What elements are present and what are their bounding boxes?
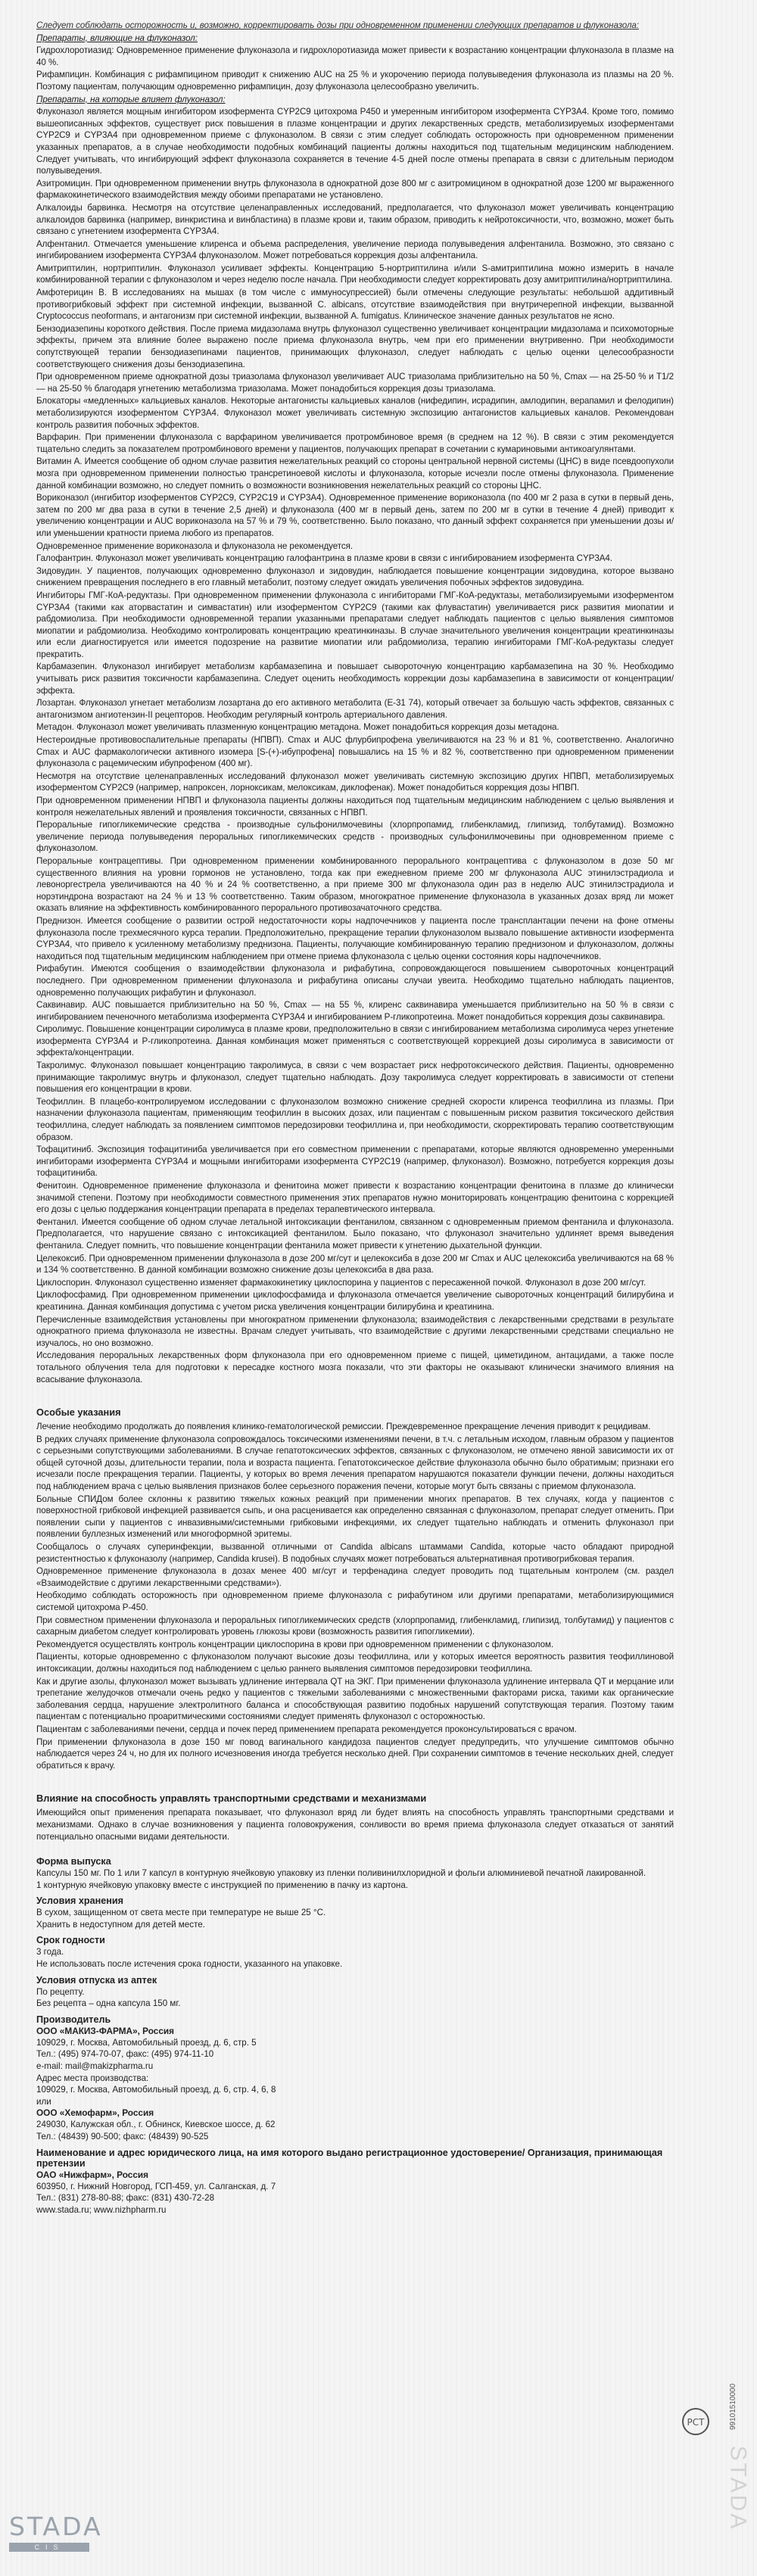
- claims-name: ОАО «Нижфарм», Россия: [36, 2169, 149, 2180]
- interaction-paragraph: Перечисленные взаимодействия установлены при многократном применении флуконазола; взаимодействия с лекарственными средствами в результате однократного приема флуконазола не известны. Врачам следует учитывать, что взаимодействие с другими лекарственными средствами специально не изучалось, но оно возможно.: [36, 1314, 674, 1348]
- maker-line: e-mail: mail@makizpharma.ru: [36, 2061, 154, 2072]
- dispense-heading: Условия отпуска из аптек: [36, 1974, 157, 1986]
- interaction-paragraph: Гидрохлоротиазид: Одновременное применение флуконазола и гидрохлоротиазида может привести к возрастанию концентрации флуконазола в плазме на 40 %.: [36, 45, 674, 67]
- interaction-paragraph: Алкалоиды барвинка. Несмотря на отсутствие целенаправленных исследований, предполагается, что флуконазол может увеличивать концентрацию алкалоидов барвинка (например, винкристина и винбластина) в плазме крови и, таким образом, приводить к нейротоксичности, что, возможно, может быть связано с угнетением изофермента CYP3A4.: [36, 202, 674, 237]
- special-paragraph: При совместном применении флуконазола и пероральных гипогликемических средств (хлорпропамид, глибенкламид, глипизид, толбутамид) у пациентов с сахарным диабетом следует контролировать уровень глюкозы крови (возможность развития гипогликемии).: [36, 1615, 674, 1637]
- maker-line: 109029, г. Москва, Автомобильный проезд, д. 6, стр. 4, 6, 8: [36, 2085, 276, 2095]
- interaction-paragraph: Лозартан. Флуконазол угнетает метаболизм лозартана до его активного метаболита (E-31 74), который отвечает за большую часть эффектов, связанных с антагонизмом ангиотензин-II рецепторов. Необходим регулярный контроль артериального давления.: [36, 698, 674, 720]
- dispense-line: Без рецепта – одна капсула 150 мг.: [36, 1998, 181, 2009]
- storage-lines: [36, 1907, 674, 1930]
- interaction-paragraph: Ингибиторы ГМГ-КоА-редуктазы. При одновременном применении флуконазола с ингибиторами ГМГ-КоА-редуктазы, метаболизируемыми изоферментом CYP3A4 (такими как аторвастатин и симвастатин) или изоферментом CYP2C9 (такими как флувастатин) увеличивается риск развития миопатии и рабдомиолиза. При необходимости одновременной терапии указанными препаратами следует наблюдать пациентов с целью выявления симптомов миопатии и рабдомиолиза. Необходимо контролировать концентрацию креатинкиназы. В случае значительного увеличения концентрации креатинкиназы или если диагностируется или имеется подозрение на развитие миопатии или рабдомиолиза, терапию ингибиторами ГМГ-КоА-редуктазы следует прекратить.: [36, 590, 674, 659]
- driving-heading: Влияние на способность управлять транспортными средствами и механизмами: [36, 1793, 427, 1805]
- dispense-lines: [36, 1986, 674, 2010]
- interaction-paragraph: Фенитоин. Одновременное применение флуконазола и фенитоина может привести к возрастанию концентрации фенитоина в плазме до клинически значимой степени. Поэтому при необходимости совместного применения этих препаратов нужно мониторировать концентрацию фенитоина с коррекцией его дозы с целью поддержания концентрации препарата в пределах терапевтического интервала.: [36, 1181, 674, 1215]
- maker-lines: [36, 2037, 674, 2108]
- interaction-paragraph: Пероральные гипогликемические средства - производные сульфонилмочевины (хлорпропамид, глибенкламид, глипизид, толбутамид). Возможно увеличение периода полувыведения пероральных гипогликемических средств - производных сульфонилмочевины при одновременном приеме с флуконазолом.: [36, 820, 674, 854]
- interaction-paragraph: При одновременном приеме однократной дозы триазолама флуконазол увеличивает AUC триазолама приблизительно на 50 %, Cmax — на 25-50 % и T1/2 — на 25-50 % благодаря угнетению метаболизма триазолама. Может понадобиться коррекция дозы триазолама.: [36, 372, 674, 394]
- storage-heading: Условия хранения: [36, 1895, 123, 1907]
- claims-line: www.stada.ru; www.nizhpharm.ru: [36, 2204, 167, 2215]
- interaction-paragraph: Пероральные контрацептивы. При одновременном применении комбинированного перорального контрацептива с флуконазолом в дозе 50 мг существенного влияния на уровни гормонов не установлено, тогда как при ежедневном приеме 200 мг флуконазола AUC этинилэстрадиола и левоноргестрела увеличиваются на 40 % и 24 % соответственно, а при приеме 300 мг флуконазола один раз в неделю AUC этинилэстрадиола и норэтиндрона возрастают на 24 % и 13 % соответственно. Таким образом, многократное применение флуконазола в указанных дозах вряд ли может оказать влияние на эффективность комбинированного перорального противозачаточного средства.: [36, 855, 674, 914]
- shelf-heading: Срок годности: [36, 1935, 105, 1946]
- special-paragraph: Пациенты, которые одновременно с флуконазолом получают высокие дозы теофиллина, или у которых имеется вероятность развития теофиллиновой интоксикации, должны находиться под наблюдением с целью раннего выявления симптомов передозировки теофиллина.: [36, 1652, 674, 1674]
- vertical-code: 99101510000: [729, 2383, 737, 2430]
- special-paragraph: При применении флуконазола в дозе 150 мг повод вагинального кандидоза пациентов следует предупредить, что улучшение симптомов обычно наблюдается через 24 ч, но для их полного исчезновения иногда требуется несколько дней. При сохранении симптомов в течение нескольких дней, следует обратиться к врачу.: [36, 1737, 674, 1771]
- interaction-paragraph: Такролимус. Флуконазол повышает концентрацию такролимуса, в связи с чем возрастает риск нефротоксического действия. Пациенты, одновременно принимающие такролимус внутрь и флуконазол, следует тщательно наблюдать. Дозу такролимуса следует корректировать в зависимости от степени повышения его концентрации в крови.: [36, 1061, 674, 1095]
- shelf-line: Не использовать после истечения срока годности, указанного на упаковке.: [36, 1959, 343, 1970]
- shelf-lines: [36, 1946, 674, 1970]
- interaction-paragraph: Нестероидные противовоспалительные препараты (НПВП). Cmax и AUC флурбипрофена увеличиваются на 23 % и 81 %, соответственно. Аналогично Cmax и AUC фармакологически активного изомера [S-(+)-ибупрофена] повышались на 15 % и 82 %, соответственно при одновременном применении флуконазола с рацемическим ибупрофеном (400 мг).: [36, 735, 674, 769]
- interaction-paragraph: Амитриптилин, нортриптилин. Флуконазол усиливает эффекты. Концентрацию 5-нортриптилина и/или S-амитриптилина можно измерить в начале комбинированной терапии с флуконазолом и через неделю после начала. При необходимости следует корректировать дозу амитриптилина/нортриптилина.: [36, 263, 674, 285]
- stada-logo: [9, 2512, 103, 2552]
- special-paragraphs: [36, 1421, 674, 1771]
- interaction-paragraph: Теофиллин. В плацебо-контролируемом исследовании с флуконазолом возможно снижение средней скорости клиренса теофиллина из плазмы. При назначении флуконазола пациентам, применяющим теофиллин в высоких дозах, или пациентам с повышенным риском развития токсического действия теофиллина, следует наблюдать за появлением симптомов передозировки теофиллина и, при необходимости, скорректировать терапию соответствующим образом.: [36, 1096, 674, 1142]
- claims-lines: [36, 2181, 674, 2216]
- release-heading: Форма выпуска: [36, 1856, 111, 1867]
- certification-mark-icon: [681, 2407, 710, 2436]
- maker-line: или: [36, 2096, 51, 2107]
- pack-info: [36, 1856, 674, 2216]
- interaction-paragraph: Преднизон. Имеется сообщение о развитии острой недостаточности коры надпочечников у пациента после трансплантации печени на фоне отмены флуконазола после трехмесячного курса терапии. Предположительно, прекращение терапии флуконазолом вызвало повышение активности изофермента CYP3A4, что привело к усиленному метаболизму преднизона. Пациенты, получающие комбинированную терапию преднизоном и флуконазолом, должны находиться под тщательным медицинским наблюдением при отмене приема флуконазола с целью оценки состояния коры надпочечников.: [36, 915, 674, 961]
- interaction-paragraph: Рифампицин. Комбинация с рифампицином приводит к снижению AUC на 25 % и укорочению периода полувыведения флуконазола из плазмы на 20 %. Поэтому пациентам, получающим одновременно рифампицин, дозу флуконазола целесообразно увеличить.: [36, 70, 674, 92]
- interaction-paragraph: Витамин А. Имеется сообщение об одном случае развития нежелательных реакций со стороны центральной нервной системы (ЦНС) в виде псевдоопухоли мозга при одновременном применении полностью трансретиноевой кислоты и флуконазола, которые исчезли после отмены флуконазола. Применение данной комбинации возможно, но следует помнить о возможности возникновения нежелательных реакций со стороны ЦНС.: [36, 456, 674, 491]
- special-paragraph: Сообщалось о случаях суперинфекции, вызванной отличными от Candida albicans штаммами Candida, которые часто обладают природной резистентностью к флуконазолу (например, Candida krusei). В подобных случаях может потребоваться альтернативная противогрибковая терапия.: [36, 1542, 674, 1564]
- interaction-paragraph: Исследования пероральных лекарственных форм флуконазола при его одновременном приеме с пищей, циметидином, антацидами, а также после тотального облучения тела для подготовки к пересадке костного мозга показали, что эти факторы не оказывают клинически значимого влияния на всасывание флуконазола.: [36, 1350, 674, 1385]
- interaction-paragraph: Алфентанил. Отмечается уменьшение клиренса и объема распределения, увеличение периода полувыведения алфентанила. Возможно, это связано с ингибированием изофермента CYP3A4 флуконазолом. Может потребоваться коррекция дозы алфентанила.: [36, 238, 674, 261]
- ghost-logo: STADA: [725, 2445, 751, 2531]
- interaction-paragraph: Варфарин. При применении флуконазола с варфарином увеличивается протромбиновое время (в среднем на 12 %). В связи с этим рекомендуется тщательно следить за показателем протромбинового времени у пациентов, получающих препарат в сочетании с кумариновыми антикоагулянтами.: [36, 432, 674, 454]
- interaction-paragraph: Азитромицин. При одновременном применении внутрь флуконазола в однократной дозе 800 мг с азитромицином в однократной дозе 1200 мг выраженного фармакокинетического взаимодействия между обоими препаратами не установлено.: [36, 178, 674, 201]
- driving-text: Имеющийся опыт применения препарата показывает, что флуконазол вряд ли будет влиять на способность управлять транспортными средствами и механизмами. Однако в случае возникновения у пациента головокружения, сонливости во время приема флуконазола следует отказаться от занятий потенциально опасными видами деятельности.: [36, 1808, 674, 1842]
- maker2-line: 249030, Калужская обл., г. Обнинск, Киевское шоссе, д. 62: [36, 2120, 276, 2130]
- interaction-paragraph: Рифабутин. Имеются сообщения о взаимодействии флуконазола и рифабутина, сопровождающегося повышением сывороточных концентраций последнего. При одновременном применении флуконазола и рифабутина описаны случаи увеита. Необходимо тщательно наблюдать пациентов, одновременно получающих рифабутин и флуконазол.: [36, 964, 674, 998]
- dispense-line: По рецепту.: [36, 1986, 85, 1997]
- claims-line: Тел.: (831) 278-80-88; факс: (831) 430-72-28: [36, 2193, 215, 2204]
- interaction-paragraph: Галофантрин. Флуконазол может увеличивать концентрацию галофантрина в плазме крови в связи с ингибированием изофермента CYP3A4.: [36, 553, 612, 564]
- shelf-line: 3 года.: [36, 1947, 64, 1958]
- maker2-name: ООО «Хемофарм», Россия: [36, 2107, 154, 2119]
- claims-heading: Наименование и адрес юридического лица, на имя которого выдано регистрационное удостоверение/ Организация, принимающая претензии: [36, 2147, 663, 2169]
- interaction-paragraph: Бензодиазепины короткого действия. После приема мидазолама внутрь флуконазол существенно увеличивает концентрации мидазолама и психомоторные эффекты, причем эта влияние более выражено после приема флуконазола внутрь, чем при его применении внутривенно. При необходимости сопутствующей терапии бензодиазепинами пациентов, принимающих флуконазол, следует наблюдать с целью оценки целесообразности соответствующего снижения дозы бензодиазепина.: [36, 323, 674, 369]
- interaction-paragraph: При одновременном применении НПВП и флуконазола пациенты должны находиться под тщательным медицинским наблюдением с целью выявления и контроля нежелательных явлений и проявления токсичности, связанных с НПВП.: [36, 796, 674, 818]
- claims-line: 603950, г. Нижний Новгород, ГСП-459, ул. Салганская, д. 7: [36, 2181, 276, 2191]
- maker-line: Тел.: (495) 974-70-07, факс: (495) 974-11-10: [36, 2049, 214, 2060]
- interaction-paragraph: Вориконазол (ингибитор изоферментов CYP2C9, CYP2C19 и CYP3A4). Одновременное применение вориконазола (по 400 мг 2 раза в сутки в первый день, затем по 200 мг два раза в сутки в течение 2,5 дней) и флуконазола (400 мг в первый день, затем по 200 мг в сутки в течение 4 дней) приводит к увеличению концентрации и AUC вориконазола на 57 % и 79 %, соответственно. Было показано, что данный эффект сохраняется при уменьшении дозы и/или уменьшении кратности приема любого из препаратов.: [36, 493, 674, 538]
- interaction-paragraph: Циклофосфамид. При одновременном применении циклофосфамида и флуконазола отмечается увеличение сывороточных концентраций билирубина и креатинина. Данная комбинация допустима с учетом риска увеличения концентрации билирубина и креатинина.: [36, 1290, 674, 1312]
- interactions-section: [36, 20, 674, 1385]
- special-paragraph: Лечение необходимо продолжать до появления клинико-гематологической ремиссии. Преждевременное прекращение лечения приводит к рецидивам.: [36, 1422, 651, 1432]
- maker-line: 109029, г. Москва, Автомобильный проезд, д. 6, стр. 5: [36, 2037, 257, 2048]
- interaction-paragraph: Целекоксиб. При одновременном применении флуконазола в дозе 200 мг/сут и целекоксиба в дозе 200 мг Cmax и AUC целекоксиба увеличиваются на 68 % и 134 % соответственно. В данной комбинации возможно снижение дозы целекоксиба в два раза.: [36, 1253, 674, 1276]
- stada-logo-text: STADA: [9, 2512, 103, 2541]
- special-heading: Особые указания: [36, 1406, 121, 1419]
- interaction-paragraph: Флуконазол является мощным ингибитором изофермента CYP2C9 цитохрома P450 и умеренным ингибитором изофермента CYP3A4. Кроме того, помимо вышеописанных эффектов, существует риск повышения в плазме концентрации и других лекарственных средств, метаболизируемых изоферментами CYP2C9 и CYP3A4 при одновременном приеме с флуконазолом. В связи с этим следует соблюдать осторожность при одновременном применении указанных препаратов, а в случае необходимости подобных комбинаций пациенты должны находиться под тщательным медицинским наблюдением. Следует учитывать, что ингибирующий эффект флуконазола сохраняется в течение 4-5 дней после отмены препарата в связи с длительным периодом полувыведения.: [36, 107, 674, 176]
- interaction-paragraph: Тофацитиниб. Экспозиция тофацитиниба увеличивается при его совместном применении с препаратами, которые являются одновременно умеренными ингибиторами изофермента CYP3A4 и мощными ингибиторами изофермента CYP2C19 (например, флуконазол). Возможно, потребуется коррекция дозы тофацитиниба.: [36, 1145, 674, 1179]
- subheading-fluconazole-affected: Препараты, влияющие на флуконазол:: [36, 33, 198, 43]
- stada-logo-sub: CIS: [9, 2543, 89, 2552]
- paragraphs-b: [36, 106, 674, 1385]
- special-paragraph: Необходимо соблюдать осторожность при одновременном приеме флуконазола с рифабутином или другими препаратами, метаболизирующимися системой цитохрома P-450.: [36, 1590, 674, 1612]
- release-line: 1 контурную ячейковую упаковку вместе с инструкцией по применению в пачку из картона.: [36, 1880, 409, 1890]
- interaction-paragraph: Зидовудин. У пациентов, получающих одновременно флуконазол и зидовудин, наблюдается повышение концентрации зидовудина, которое вызвано снижением превращения последнего в его главный метаболит, поэтому следует ожидать увеличения побочных эффектов зидовудина.: [36, 565, 674, 588]
- interaction-paragraph: Амфотерицин В. В исследованиях на мышах (в том числе с иммуносупрессией) были отмечены следующие результаты: небольшой аддитивный противогрибковый эффект при системной инфекции, вызванной C. albicans, отсутствие взаимодействия при внутричерепной инфекции, вызванной Cryptococcus neoformans, и антагонизм при системной инфекции, вызванной A. fumigatus. Клиническое значение данных результатов не ясно.: [36, 288, 674, 322]
- certification-mark-text: РСТ: [687, 2417, 705, 2428]
- special-paragraph: Пациентам с заболеваниями печени, сердца и почек перед применением препарата рекомендуется проконсультироваться с врачом.: [36, 1724, 577, 1734]
- release-lines: [36, 1867, 674, 1891]
- maker-name: ООО «МАКИЗ-ФАРМА», Россия: [36, 2025, 175, 2036]
- interaction-paragraph: Фентанил. Имеется сообщение об одном случае летальной интоксикации фентанилом, связанном с одновременным приемом фентанила и флуконазола. Предполагается, что нарушение связано с интоксикацией фентанилом. Было показано, что флуконазол значительно удлиняет время выведения фентанила. Следует помнить, что повышение концентрации фентанила может привести к угнетению дыхательной функции.: [36, 1216, 674, 1251]
- storage-line: В сухом, защищенном от света месте при температуре не выше 25 °С.: [36, 1908, 326, 1918]
- maker2-lines: [36, 2119, 674, 2142]
- paragraphs-a: [36, 45, 674, 92]
- special-paragraph: Как и другие азолы, флуконазол может вызывать удлинение интервала QT на ЭКГ. При применении флуконазола удлинение интервала QT и мерцание или трепетание желудочков отмечали очень редко у пациентов с тяжелыми заболеваниями с множественными факторами риска, такими как органические заболевания сердца, нарушение электролитного баланса и способствующая развитию подобных нарушений сопутствующая терапия. Поэтому таким пациентам с потенциально проаритмическими состояниями следует применять флуконазол с осторожностью.: [36, 1676, 674, 1722]
- interaction-paragraph: Сиролимус. Повышение концентрации сиролимуса в плазме крови, предположительно в связи с ингибированием метаболизма сиролимуса через угнетение изофермента CYP3A4 и P-гликопротеина. Данная комбинация может применяться с соответствующей коррекцией дозы сиролимуса в зависимости от эффекта/концентрации.: [36, 1024, 674, 1058]
- subheading-affected-by-fluconazole: Препараты, на которые влияет флуконазол:: [36, 94, 226, 104]
- interaction-paragraph: Карбамазепин. Флуконазол ингибирует метаболизм карбамазепина и повышает сывороточную концентрацию карбамазепина на 30 %. Необходимо учитывать риск развития токсичности карбамазепина. Следует оценить необходимость коррекции дозы карбамазепина в зависимости от концентрации/эффекта.: [36, 662, 674, 696]
- interaction-paragraph: Блокаторы «медленных» кальциевых каналов. Некоторые антагонисты кальциевых каналов (нифедипин, исрадипин, амлодипин, верапамил и фелодипин) метаболизируются изоферментом CYP3A4. Флуконазол может увеличивать системную экспозицию антагонистов кальциевых каналов. Рекомендован контроль развития побочных эффектов.: [36, 396, 674, 430]
- interaction-paragraph: Несмотря на отсутствие целенаправленных исследований флуконазол может увеличивать системную экспозицию других НПВП, метаболизируемых изоферментом CYP2C9 (например, напроксен, лорноксикам, мелоксикам, диклофенак). Может понадобиться коррекция дозы НПВП.: [36, 771, 674, 793]
- maker2-line: Тел.: (48439) 90-500; факс: (48439) 90-525: [36, 2132, 209, 2141]
- special-paragraph: В редких случаях применение флуконазола сопровождалось токсическими изменениями печени, в т.ч. с летальным исходом, главным образом у пациентов с серьезными сопутствующими заболеваниями. В случае гепатотоксических эффектов, связанных с флуконазолом, не отмечено явной зависимости их от общей суточной дозы, длительности терапии, пола и возраста пациента. Гепатотоксическое действие флуконазола обычно было обратимым; признаки его исчезали после прекращения терапии. Пациенты, у которых во время лечения препаратом нарушаются показатели функции печени, должны находиться под наблюдением врача с целью выявления признаков более серьезного поражения печени, которые могут быть связаны с приемом флуконазола.: [36, 1434, 674, 1492]
- special-paragraph: Одновременное применение флуконазола в дозах менее 400 мг/сут и терфенадина следует проводить под тщательным контролем (см. раздел «Взаимодействие с другими лекарственными средствами»).: [36, 1566, 674, 1588]
- interaction-paragraph: Саквинавир. AUC повышается приблизительно на 50 %, Cmax — на 55 %, клиренс саквинавира уменьшается приблизительно на 50 % в связи с ингибированием печеночного метаболизма изофермента CYP3A4 и ингибированием P-гликопротеина. Может понадобиться коррекция дозы саквинавира.: [36, 1000, 674, 1022]
- interaction-paragraph: Метадон. Флуконазол может увеличивать плазменную концентрацию метадона. Может понадобиться коррекция дозы метадона.: [36, 722, 559, 733]
- release-line: Капсулы 150 мг. По 1 или 7 капсул в контурную ячейковую упаковку из пленки поливинилхлоридной и фольги алюминиевой печатной лакированной.: [36, 1868, 646, 1879]
- special-paragraph: Больные СПИДом более склонны к развитию тяжелых кожных реакций при применении многих препаратов. В тех случаях, когда у пациентов с поверхностной грибковой инфекцией развивается сыпь, и она расценивается как определенно связанная с флуконазолом, препарат следует отменить. При появлении сыпи у пациентов с инвазивными/системными грибковыми инфекциями, их следует тщательно наблюдать и отменить флуконазол при появлении буллезных изменений или многоформной эритемы.: [36, 1494, 674, 1540]
- special-paragraph: Рекомендуется осуществлять контроль концентрации циклоспорина в крови при одновременном применении с флуконазолом.: [36, 1639, 554, 1649]
- interaction-paragraph: Циклоспорин. Флуконазол существенно изменяет фармакокинетику циклоспорина у пациентов с пересаженной почкой. Флуконазол в дозе 200 мг/сут.: [36, 1277, 646, 1288]
- storage-line: Хранить в недоступном для детей месте.: [36, 1919, 205, 1930]
- maker-line: Адрес места производства:: [36, 2073, 149, 2083]
- interactions-intro: Следует соблюдать осторожность и, возможно, корректировать дозы при одновременном применении следующих препаратов и флуконазола:: [36, 20, 640, 30]
- maker-heading: Производитель: [36, 2014, 111, 2025]
- interaction-paragraph: Одновременное применение вориконазола и флуконазола не рекомендуется.: [36, 540, 354, 551]
